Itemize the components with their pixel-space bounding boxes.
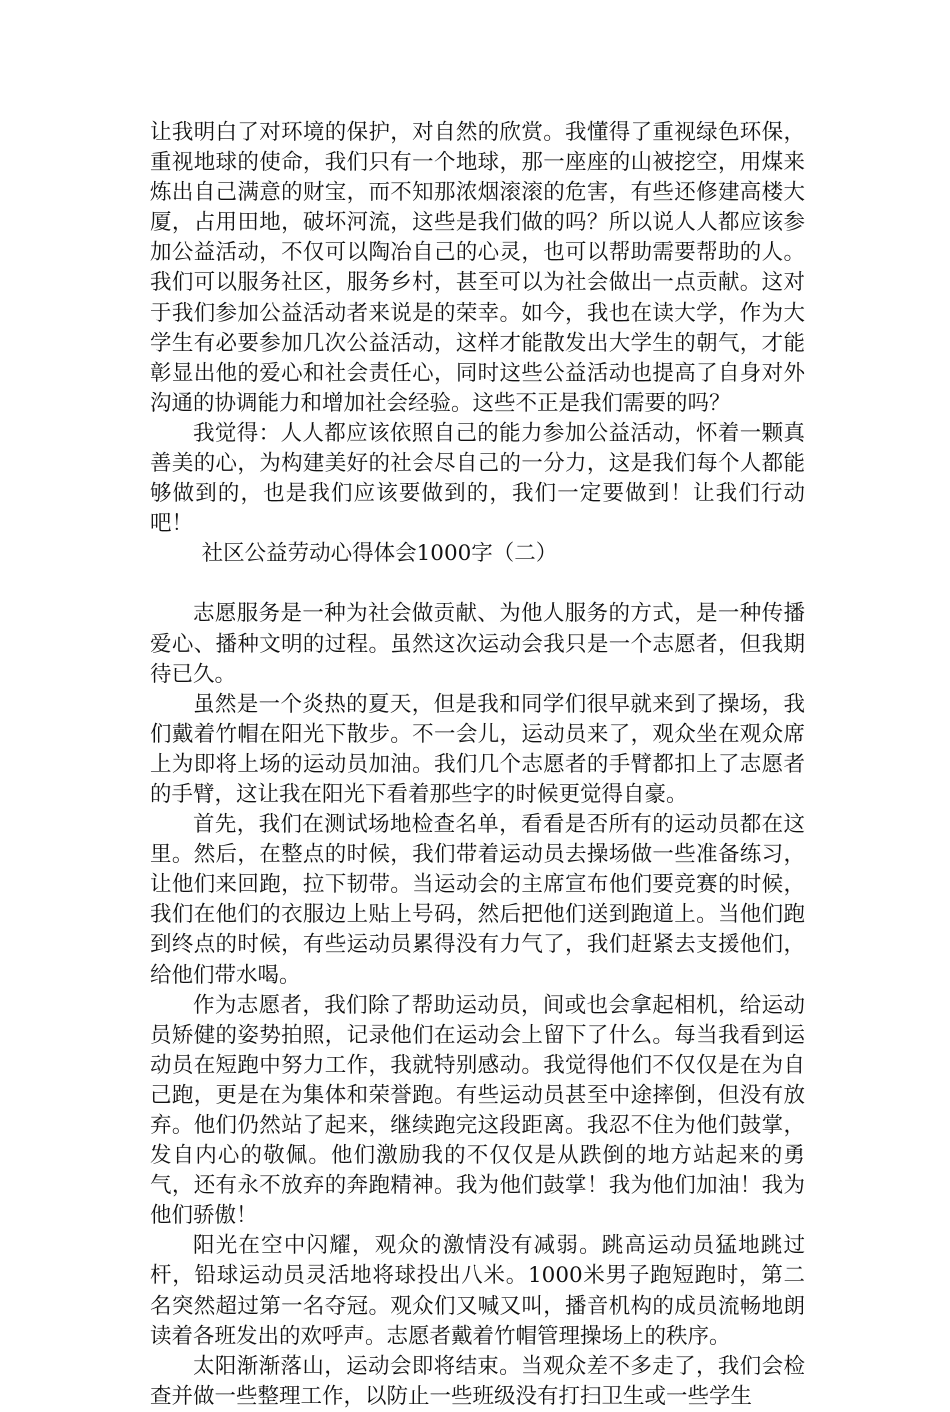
body-paragraph: 作为志愿者，我们除了帮助运动员，间或也会拿起相机，给运动员矫健的姿势拍照，记录他们在运动会上留下了什么。每当我看到运动员在短跑中努力工作，我就特别感动。我觉得他们不仅仅是在为自己跑，更是在为集体和荣誉跑。有些运动员甚至中途摔倒，但没有放弃。他们仍然站了起来，继续跑完这段距离。我忍不住为他们鼓掌，发自内心的敬佩。他们激励我的不仅仅是从跌倒的地方站起来的勇气，还有永不放弃的奔跑精神。我为他们鼓掌！我为他们加油！我为他们骄傲！ <box>150 992 805 1229</box>
body-paragraph: 阳光在空中闪耀，观众的激情没有减弱。跳高运动员猛地跳过杆，铅球运动员灵活地将球投出八米。1000米男子跑短跑时，第二名突然超过第一名夺冠。观众们又喊又叫，播音机构的成员流畅地朗读着各班发出的欢呼声。志愿者戴着竹帽管理操场上的秩序。 <box>150 1233 805 1349</box>
section-title: 社区公益劳动心得体会1000字（二） <box>201 541 558 567</box>
body-paragraph: 让我明白了对环境的保护，对自然的欣赏。我懂得了重视绿色环保，重视地球的使命，我们只有一个地球，那一座座的山被挖空，用煤来炼出自己满意的财宝，而不知那浓烟滚滚的危害，有些还修建高楼大厦，占用田地，破坏河流，这些是我们做的吗？所以说人人都应该参加公益活动，不仅可以陶冶自己的心灵，也可以帮助需要帮助的人。我们可以服务社区，服务乡村，甚至可以为社会做出一点贡献。这对于我们参加公益活动者来说是的荣幸。如今，我也在读大学，作为大学生有必要参加几次公益活动，这样才能散发出大学生的朝气，才能彰显出他的爱心和社会责任心，同时这些公益活动也提高了自身对外沟通的协调能力和增加社会经验。这些不正是我们需要的吗？ <box>150 120 805 416</box>
body-paragraph: 首先，我们在测试场地检查名单，看看是否所有的运动员都在这里。然后，在整点的时候，我们带着运动员去操场做一些准备练习，让他们来回跑，拉下韧带。当运动会的主席宣布他们要竞赛的时候，我们在他们的衣服边上贴上号码，然后把他们送到跑道上。当他们跑到终点的时候，有些运动员累得没有力气了，我们赶紧去支援他们，给他们带水喝。 <box>150 812 805 988</box>
body-paragraph: 志愿服务是一种为社会做贡献、为他人服务的方式，是一种传播爱心、播种文明的过程。虽然这次运动会我只是一个志愿者，但我期待已久。 <box>150 601 805 687</box>
blank-line <box>150 569 805 599</box>
body-paragraph: 太阳渐渐落山，运动会即将结束。当观众差不多走了，我们会检查并做一些整理工作，以防止一些班级没有打扫卫生或一些学生 <box>150 1353 805 1409</box>
body-paragraph: 虽然是一个炎热的夏天，但是我和同学们很早就来到了操场，我们戴着竹帽在阳光下散步。不一会儿，运动员来了，观众坐在观众席上为即将上场的运动员加油。我们几个志愿者的手臂都扣上了志愿者的手臂，这让我在阳光下看着那些字的时候更觉得自豪。 <box>150 691 805 807</box>
body-paragraph: 我觉得：人人都应该依照自己的能力参加公益活动，怀着一颗真善美的心，为构建美好的社会尽自己的一分力，这是我们每个人都能够做到的，也是我们应该要做到的，我们一定要做到！让我们行动吧！ <box>150 420 805 537</box>
document-page <box>150 118 805 1412</box>
